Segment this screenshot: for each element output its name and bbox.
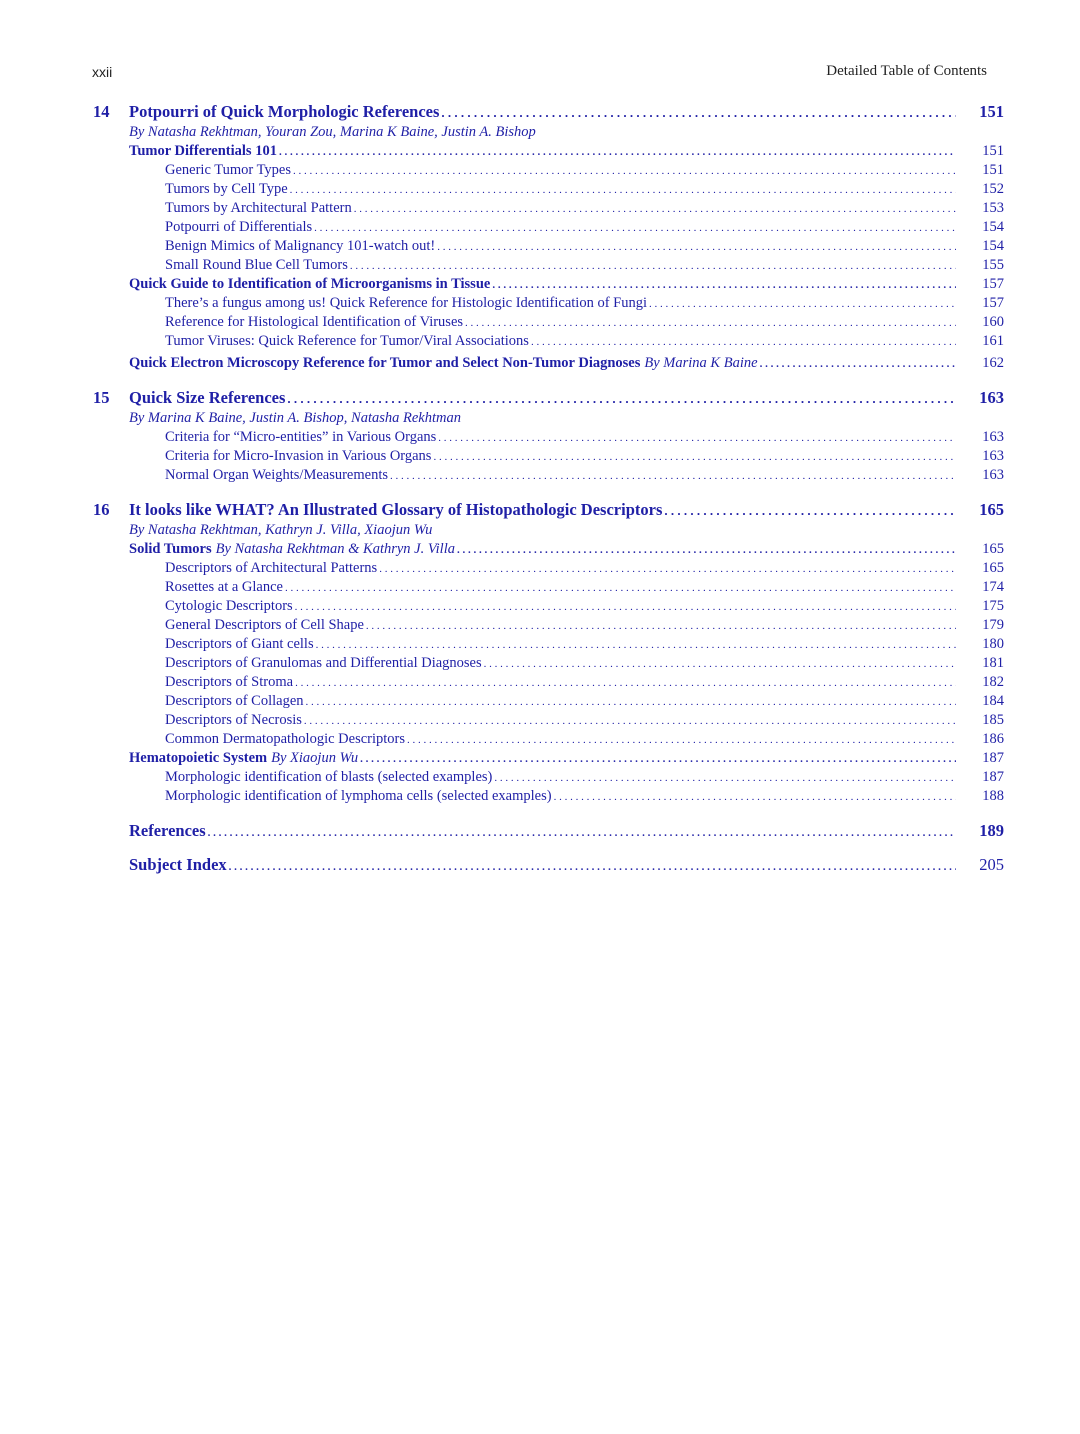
subsection-title: Descriptors of Necrosis: [165, 712, 302, 728]
dot-leader: [285, 579, 956, 596]
section-author: By Xiaojun Wu: [271, 750, 359, 766]
dot-leader: [229, 855, 956, 875]
toc-subsection[interactable]: [0, 598, 1080, 617]
page-number: xxii: [92, 64, 113, 80]
table-of-contents: [0, 100, 1080, 877]
toc-subsection[interactable]: [0, 712, 1080, 731]
dot-leader: [465, 314, 956, 331]
subsection-title: Criteria for “Micro-entities” in Various Organs: [165, 429, 437, 445]
section-title: Hematopoietic System: [129, 750, 268, 766]
chapter-title: It looks like WHAT? An Illustrated Glossary of Histopathologic Descriptors: [129, 500, 663, 519]
toc-subsection[interactable]: [0, 219, 1080, 238]
toc-subsection[interactable]: [0, 200, 1080, 219]
dot-leader: [441, 102, 956, 122]
subsection-title: Descriptors of Stroma: [165, 674, 294, 690]
dot-leader: [438, 429, 956, 446]
dot-leader: [350, 257, 956, 274]
toc-section[interactable]: [0, 750, 1080, 769]
toc-subsection[interactable]: [0, 333, 1080, 352]
page-ref: 153: [982, 200, 1004, 216]
chapter-authors: By Marina K Baine, Justin A. Bishop, Natasha Rekhtman: [129, 410, 461, 426]
page-ref: 185: [982, 712, 1004, 728]
dot-leader: [531, 333, 956, 350]
page-ref: 163: [982, 448, 1004, 464]
toc-section[interactable]: [0, 355, 1080, 374]
subsection-title: There’s a fungus among us! Quick Reference for Histologic Identification of Fungi: [165, 295, 647, 311]
subsection-title: Tumors by Architectural Pattern: [165, 200, 352, 216]
section-title: Solid Tumors: [129, 541, 212, 557]
toc-subsection[interactable]: [0, 731, 1080, 750]
dot-leader: [290, 181, 956, 198]
page-ref: 188: [982, 788, 1004, 804]
toc-subsection[interactable]: [0, 238, 1080, 257]
dot-leader: [457, 541, 956, 558]
section-author: By Marina K Baine: [644, 355, 758, 371]
dot-leader: [279, 143, 956, 160]
toc-subsection[interactable]: [0, 429, 1080, 448]
back-matter-title: References: [129, 821, 206, 840]
subsection-title: Descriptors of Collagen: [165, 693, 304, 709]
toc-subsection[interactable]: [0, 693, 1080, 712]
toc-section[interactable]: [0, 143, 1080, 162]
page-ref: 187: [982, 750, 1004, 766]
toc-subsection[interactable]: [0, 655, 1080, 674]
dot-leader: [664, 500, 956, 520]
toc-subsection[interactable]: [0, 788, 1080, 807]
toc-subsection[interactable]: [0, 295, 1080, 314]
chapter-heading[interactable]: [0, 500, 1080, 522]
dot-leader: [306, 693, 956, 710]
dot-leader: [554, 788, 956, 805]
dot-leader: [208, 821, 956, 841]
subsection-title: Normal Organ Weights/Measurements: [165, 467, 389, 483]
dot-leader: [304, 712, 956, 729]
subsection-title: Tumors by Cell Type: [165, 181, 288, 197]
toc-subsection[interactable]: [0, 467, 1080, 486]
toc-subsection[interactable]: [0, 181, 1080, 200]
page-ref: 189: [979, 821, 1004, 840]
subsection-title: Morphologic identification of blasts (selected examples): [165, 769, 493, 785]
subsection-title: Rosettes at a Glance: [165, 579, 283, 595]
page-ref: 154: [982, 238, 1004, 254]
page-ref: 182: [982, 674, 1004, 690]
page-ref: 155: [982, 257, 1004, 273]
page-ref: 157: [982, 276, 1004, 292]
page-ref: 161: [982, 333, 1004, 349]
page-ref: 165: [979, 500, 1004, 519]
dot-leader: [287, 388, 956, 408]
page-ref: 184: [982, 693, 1004, 709]
page-ref: 160: [982, 314, 1004, 330]
chapter-15: [0, 388, 1080, 486]
dot-leader: [433, 448, 956, 465]
chapter-title: Quick Size References: [129, 388, 286, 407]
page-ref: 163: [982, 467, 1004, 483]
toc-subsection[interactable]: [0, 674, 1080, 693]
page-ref: 151: [982, 162, 1004, 178]
dot-leader: [649, 295, 956, 312]
page-ref: 180: [982, 636, 1004, 652]
subsection-title: Benign Mimics of Malignancy 101-watch out!: [165, 238, 436, 254]
toc-section[interactable]: [0, 541, 1080, 560]
page-ref: 181: [982, 655, 1004, 671]
page-ref: 175: [982, 598, 1004, 614]
section-author: By Natasha Rekhtman & Kathryn J. Villa: [215, 541, 455, 557]
subsection-title: Common Dermatopathologic Descriptors: [165, 731, 406, 747]
dot-leader: [360, 750, 956, 767]
page-ref: 163: [979, 388, 1004, 407]
dot-leader: [314, 219, 956, 236]
subsection-title: General Descriptors of Cell Shape: [165, 617, 364, 633]
subsection-title: Potpourri of Differentials: [165, 219, 313, 235]
subsection-title: Criteria for Micro-Invasion in Various Organs: [165, 448, 432, 464]
subsection-title: Descriptors of Granulomas and Differential Diagnoses: [165, 655, 482, 671]
subsection-title: Descriptors of Giant cells: [165, 636, 314, 652]
chapter-number: 16: [93, 500, 110, 519]
subsection-title: Reference for Histological Identification of Viruses: [165, 314, 464, 330]
section-title: Quick Guide to Identification of Microorganisms in Tissue: [129, 276, 491, 292]
chapter-number: 14: [93, 102, 110, 121]
back-matter-title: Subject Index: [129, 855, 227, 874]
subsection-title: Tumor Viruses: Quick Reference for Tumor/Viral Associations: [165, 333, 529, 349]
page-ref: 187: [982, 769, 1004, 785]
dot-leader: [295, 598, 956, 615]
chapter-heading[interactable]: [0, 102, 1080, 124]
toc-subsection[interactable]: [0, 617, 1080, 636]
subsection-title: Morphologic identification of lymphoma cells (selected examples): [165, 788, 552, 804]
page-ref: 151: [979, 102, 1004, 121]
page-ref: 154: [982, 219, 1004, 235]
dot-leader: [492, 276, 956, 293]
dot-leader: [760, 355, 956, 372]
dot-leader: [390, 467, 956, 484]
toc-subsection[interactable]: [0, 162, 1080, 181]
page-ref: 151: [982, 143, 1004, 159]
dot-leader: [295, 674, 956, 691]
chapter-16: [0, 500, 1080, 807]
toc-subsection[interactable]: [0, 257, 1080, 276]
toc-subsection[interactable]: [0, 636, 1080, 655]
dot-leader: [293, 162, 956, 179]
toc-section[interactable]: [0, 276, 1080, 295]
chapter-authors: By Natasha Rekhtman, Youran Zou, Marina K Baine, Justin A. Bishop: [129, 124, 536, 140]
chapter-14: [0, 102, 1080, 374]
chapter-authors: By Natasha Rekhtman, Kathryn J. Villa, Xiaojun Wu: [129, 522, 433, 538]
toc-subject-index[interactable]: [0, 855, 1080, 877]
dot-leader: [494, 769, 956, 786]
chapter-title: Potpourri of Quick Morphologic References: [129, 102, 440, 121]
subsection-title: Generic Tumor Types: [165, 162, 291, 178]
toc-subsection[interactable]: [0, 448, 1080, 467]
toc-references[interactable]: [0, 821, 1080, 843]
toc-subsection[interactable]: [0, 769, 1080, 788]
subsection-title: Cytologic Descriptors: [165, 598, 293, 614]
page-ref: 179: [982, 617, 1004, 633]
dot-leader: [379, 560, 956, 577]
dot-leader: [354, 200, 956, 217]
subsection-title: Small Round Blue Cell Tumors: [165, 257, 348, 273]
page-ref: 157: [982, 295, 1004, 311]
page-ref: 163: [982, 429, 1004, 445]
page-ref: 162: [982, 355, 1004, 371]
section-title: Tumor Differentials 101: [129, 143, 277, 159]
toc-subsection[interactable]: [0, 560, 1080, 579]
dot-leader: [484, 655, 956, 672]
page-ref: 165: [982, 541, 1004, 557]
page-ref: 205: [979, 855, 1004, 874]
subsection-title: Descriptors of Architectural Patterns: [165, 560, 378, 576]
section-title: Quick Electron Microscopy Reference for Tumor and Select Non-Tumor Diagnoses: [129, 355, 641, 371]
page-ref: 174: [982, 579, 1004, 595]
dot-leader: [407, 731, 956, 748]
chapter-number: 15: [93, 388, 110, 407]
page-ref: 152: [982, 181, 1004, 197]
toc-subsection[interactable]: [0, 314, 1080, 333]
page-ref: 165: [982, 560, 1004, 576]
toc-subsection[interactable]: [0, 579, 1080, 598]
chapter-heading[interactable]: [0, 388, 1080, 410]
dot-leader: [437, 238, 956, 255]
dot-leader: [366, 617, 956, 634]
dot-leader: [316, 636, 956, 653]
page-ref: 186: [982, 731, 1004, 747]
running-title: Detailed Table of Contents: [826, 63, 987, 79]
